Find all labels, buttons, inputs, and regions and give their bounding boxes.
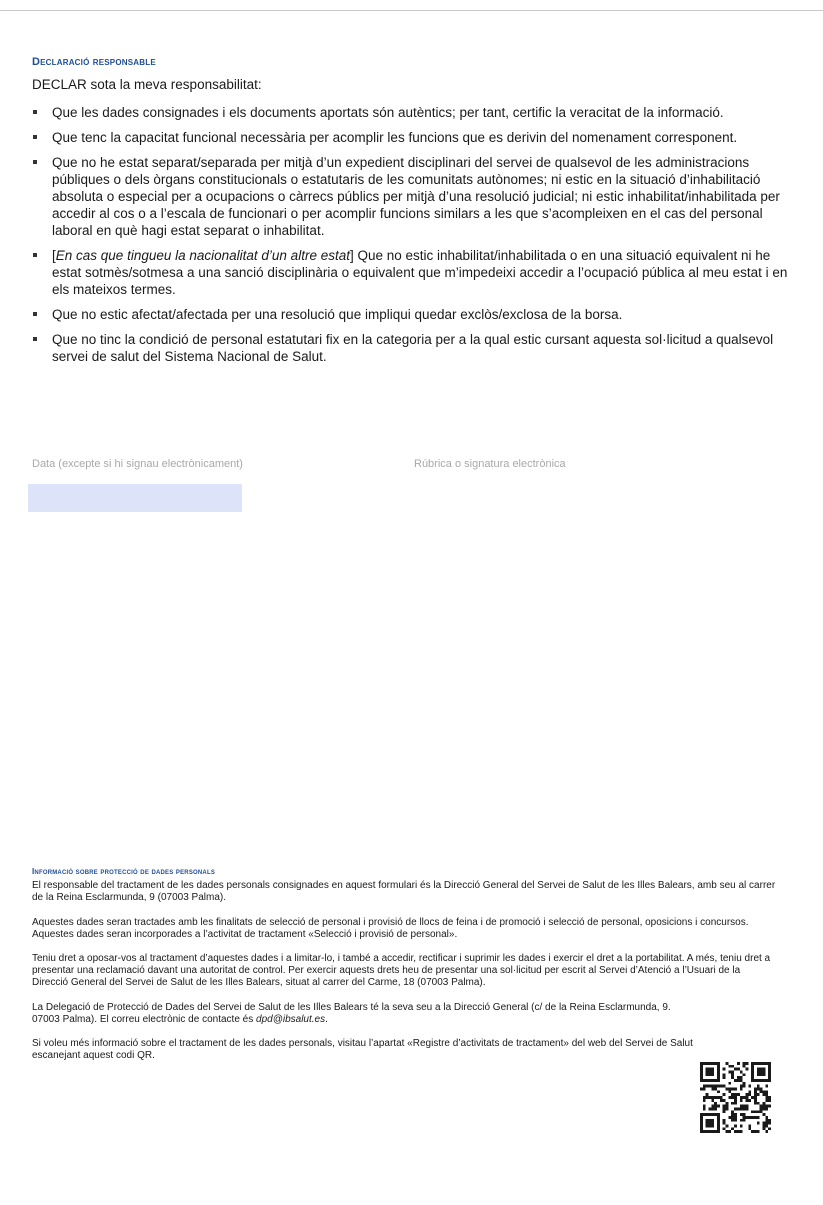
privacy-paragraph xyxy=(32,1002,694,1026)
bullet-icon xyxy=(33,337,37,341)
declaration-intro: DECLAR sota la meva responsabilitat: xyxy=(32,77,262,92)
list-item-text: Que no tinc la condició de personal estatutari fix en la categoria per a la qual estic cursant aquesta sol·licitud a qualsevol servei de salut del Sistema Nacional de Salut. xyxy=(52,332,774,364)
list-item-text: Que no estic afectat/afectada per una resolució que impliqui quedar exclòs/exclosa de la borsa. xyxy=(52,307,623,322)
top-divider xyxy=(0,10,823,11)
bullet-icon xyxy=(33,253,37,257)
list-item-text: Que tenc la capacitat funcional necessària per acomplir les funcions que es derivin del nomenament corresponent. xyxy=(52,130,738,145)
privacy-email-link[interactable]: dpd@ibsalut.es xyxy=(256,1013,326,1025)
list-item-italic: En cas que tingueu la nacionalitat d’un altre estat xyxy=(55,248,350,263)
privacy-dpd-text: La Delegació de Protecció de Dades del Servei de Salut de les Illes Balears té la seva seu a la Direcció General (c/ de la Reina Esclarmunda, 9. 07003 Palma). El correu electrònic de contacte és xyxy=(32,1001,671,1025)
declaration-list xyxy=(32,104,794,373)
bullet-icon xyxy=(33,110,37,114)
list-item xyxy=(32,306,794,323)
signature-label: Rúbrica o signatura electrònica xyxy=(414,458,566,470)
bullet-icon xyxy=(33,160,37,164)
date-input[interactable] xyxy=(28,484,242,512)
privacy-heading: Informació sobre protecció de dades personals xyxy=(32,867,216,876)
list-item xyxy=(32,247,794,298)
list-item xyxy=(32,154,794,239)
list-item-text: Que les dades consignades i els documents aportats són autèntics; per tant, certific la veracitat de la informació. xyxy=(52,105,724,120)
privacy-paragraph: El responsable del tractament de les dades personals consignades en aquest formulari és la Direcció General del Servei de Salut de les Illes Balears, amb seu al carrer de la Reina Esclarmunda, 9 (07003 Palma). xyxy=(32,880,776,904)
bullet-icon xyxy=(33,312,37,316)
privacy-section xyxy=(32,866,778,1074)
list-item xyxy=(32,129,794,146)
privacy-paragraph: Aquestes dades seran tractades amb les finalitats de selecció de personal i provisió de llocs de feina i de promoció i selecció de personal, oposicions i concursos. Aquestes dades seran incorporades a l’activitat de tractament «Selecció i provisió de personal». xyxy=(32,916,749,940)
declaration-heading: Declaració responsable xyxy=(32,56,156,68)
list-item-text: ] Que no estic inhabilitat/inhabilitada o en una situació equivalent ni he estat sotmès/sotmesa a una sanció disciplinària o equivalent que m’impedeixi accedir a l’ocupació pública al meu estat i en els mateixos termes. xyxy=(52,248,788,297)
privacy-paragraph: Si voleu més informació sobre el tractament de les dades personals, visitau l’apartat «Registre d’activitats de tractament» del web del Servei de Salut escanejant aquest codi QR. xyxy=(32,1038,693,1062)
privacy-dpd-end: . xyxy=(325,1013,328,1025)
list-item-text: Que no he estat separat/separada per mitjà d’un expedient disciplinari del servei de qualsevol de les administracions públiques o dels òrgans constitucionals o estatutaris de les comunitats autònomes; ni estic en la situació d’inhabilitació absoluta o especial per a ocupacions o càrrecs públics per mitjà d’una resolució judicial; ni estic inhabilitat/inhabilitada per accedir al cos o a l’escala de funcionari o per acomplir funcions similars a les que s’acompleixen en el cas del personal laboral en què hagi estat separat o inhabilitat. xyxy=(52,155,780,238)
list-item xyxy=(32,331,794,365)
bullet-icon xyxy=(33,135,37,139)
list-item-prefix: [ xyxy=(52,248,56,263)
date-label: Data (excepte si hi signau electrònicament) xyxy=(32,458,243,470)
qr-code-icon[interactable] xyxy=(700,1062,771,1133)
list-item xyxy=(32,104,794,121)
privacy-paragraph: Teniu dret a oposar-vos al tractament d’aquestes dades i a limitar-lo, i també a accedir, rectificar i suprimir les dades i exercir el dret a la portabilitat. A més, teniu dret a presentar una reclamació davant una autoritat de control. Per exercir aquests drets heu de presentar una sol·licitud per escrit al Servei d’Atenció a l’Usuari de la Direcció General del Servei de Salut de les Illes Balears, situat al carrer del Carme, 18 (07003 Palma). xyxy=(32,953,771,989)
